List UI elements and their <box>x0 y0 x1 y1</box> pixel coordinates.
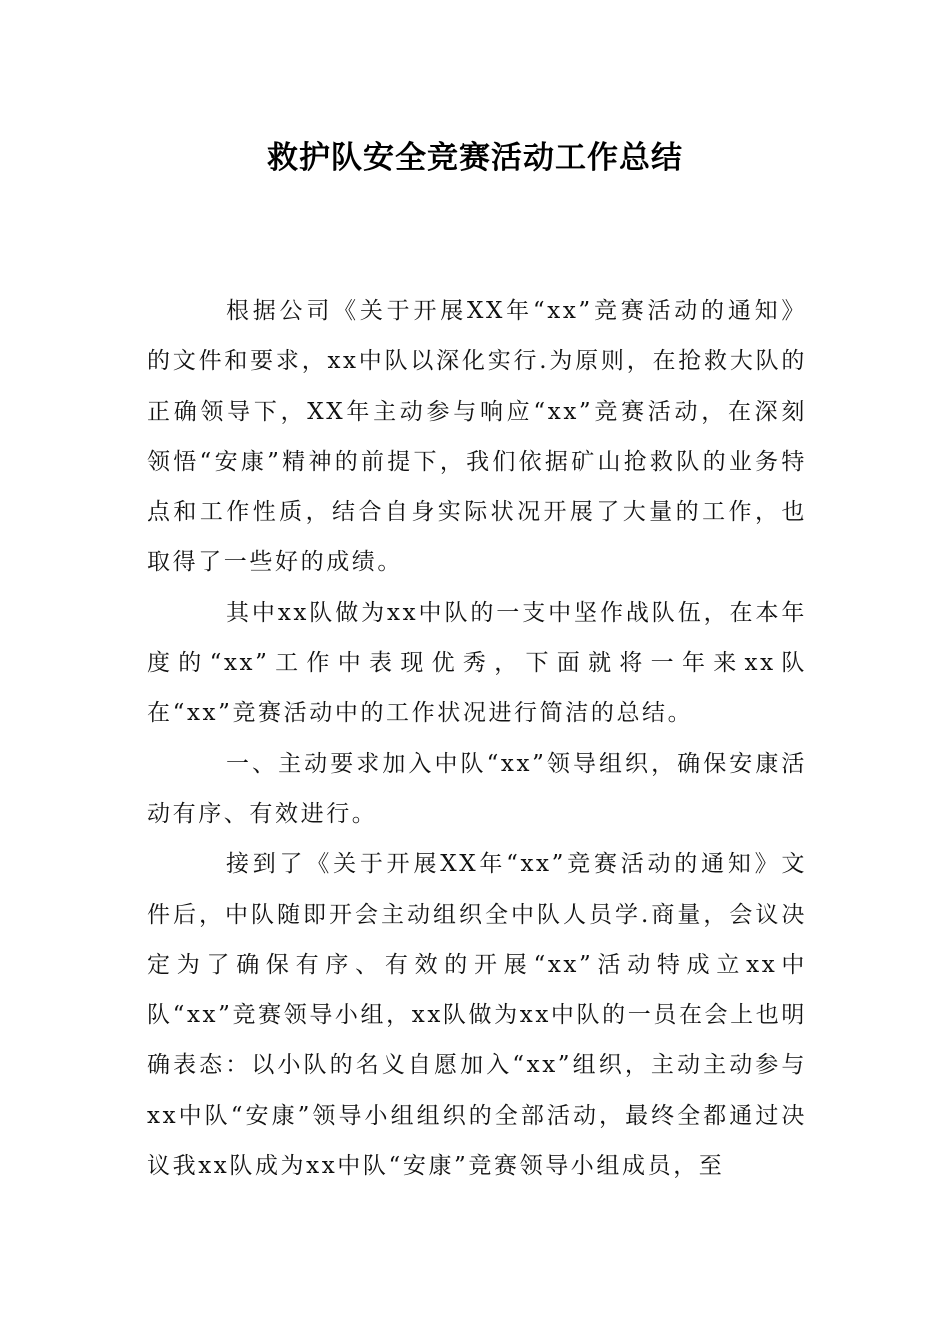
paragraph-intro: 根据公司《关于开展XX年“xx”竞赛活动的通知》的文件和要求，xx中队以深化实行.为原则，在抢救大队的正确领导下，XX年主动参与响应“xx”竞赛活动，在深刻领悟“安康”精神的前提下，我们依据矿山抢救队的业务特点和工作性质，结合自身实际状况开展了大量的工作，也取得了一些好的成绩。 <box>147 298 807 576</box>
document-title: 救护队安全竞赛活动工作总结 <box>267 140 683 176</box>
paragraph-section-one-body: 接到了《关于开展XX年“xx”竞赛活动的通知》文件后，中队随即开会主动组织全中队人员学.商量，会议决定为了确保有序、有效的开展“xx”活动特成立xx中队“xx”竞赛领导小组，xx队做为xx中队的一员在会上也明确表态：以小队的名义自愿加入“xx”组织，主动主动参与xx中队“安康”领导小组组织的全部活动，最终全都通过决议我xx队成为xx中队“安康”竞赛领导小组成员，至 <box>147 851 807 1180</box>
section-heading-one: 一、主动要求加入中队“xx”领导组织，确保安康活动有序、有效进行。 <box>147 750 807 827</box>
paragraph-team-summary: 其中xx队做为xx中队的一支中坚作战队伍，在本年度的“xx”工作中表现优秀，下面就将一年来xx队在“xx”竞赛活动中的工作状况进行简洁的总结。 <box>147 599 807 727</box>
document-body <box>147 286 807 1191</box>
